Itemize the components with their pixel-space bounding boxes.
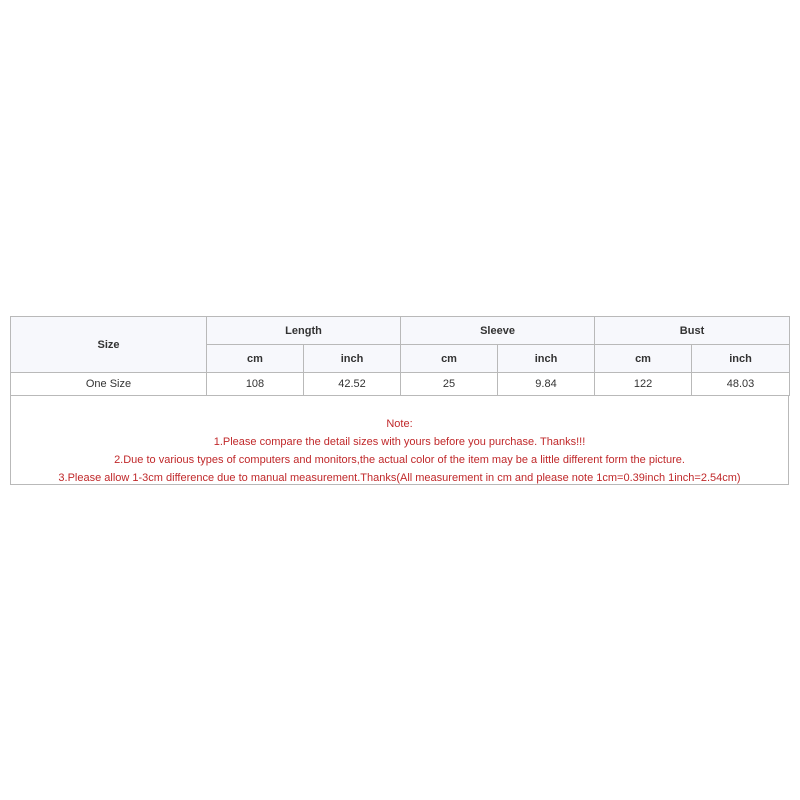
unit-header-cell: cm: [595, 345, 692, 373]
note-line-1: 1.Please compare the detail sizes with yours before you purchase. Thanks!!!: [213, 436, 586, 448]
unit-header-cell: inch: [304, 345, 401, 373]
notes-box: [10, 396, 789, 485]
size-chart: [10, 316, 789, 485]
note-line-2: 2.Due to various types of computers and monitors,the actual color of the item may be a little different form the picture.: [114, 454, 685, 466]
size-header-cell: Size: [11, 317, 207, 373]
sleeve-inch-cell: 9.84: [498, 373, 595, 396]
note-title: Note:: [386, 418, 413, 430]
length-header-cell: Length: [207, 317, 401, 345]
size-table: [10, 316, 790, 396]
bust-header-cell: Bust: [595, 317, 790, 345]
table-row: [11, 373, 790, 396]
sleeve-header-cell: Sleeve: [401, 317, 595, 345]
bust-inch-cell: 48.03: [692, 373, 790, 396]
sleeve-cm-cell: 25: [401, 373, 498, 396]
unit-header-cell: inch: [692, 345, 790, 373]
table-header-row: [11, 317, 790, 345]
length-inch-cell: 42.52: [304, 373, 401, 396]
length-cm-cell: 108: [207, 373, 304, 396]
unit-header-cell: inch: [498, 345, 595, 373]
unit-header-cell: cm: [207, 345, 304, 373]
size-name-cell: One Size: [11, 373, 207, 396]
bust-cm-cell: 122: [595, 373, 692, 396]
unit-header-cell: cm: [401, 345, 498, 373]
note-line-3: 3.Please allow 1-3cm difference due to manual measurement.Thanks(All measurement in cm and please note 1cm=0.39inch 1inch=2.54cm): [58, 472, 741, 484]
